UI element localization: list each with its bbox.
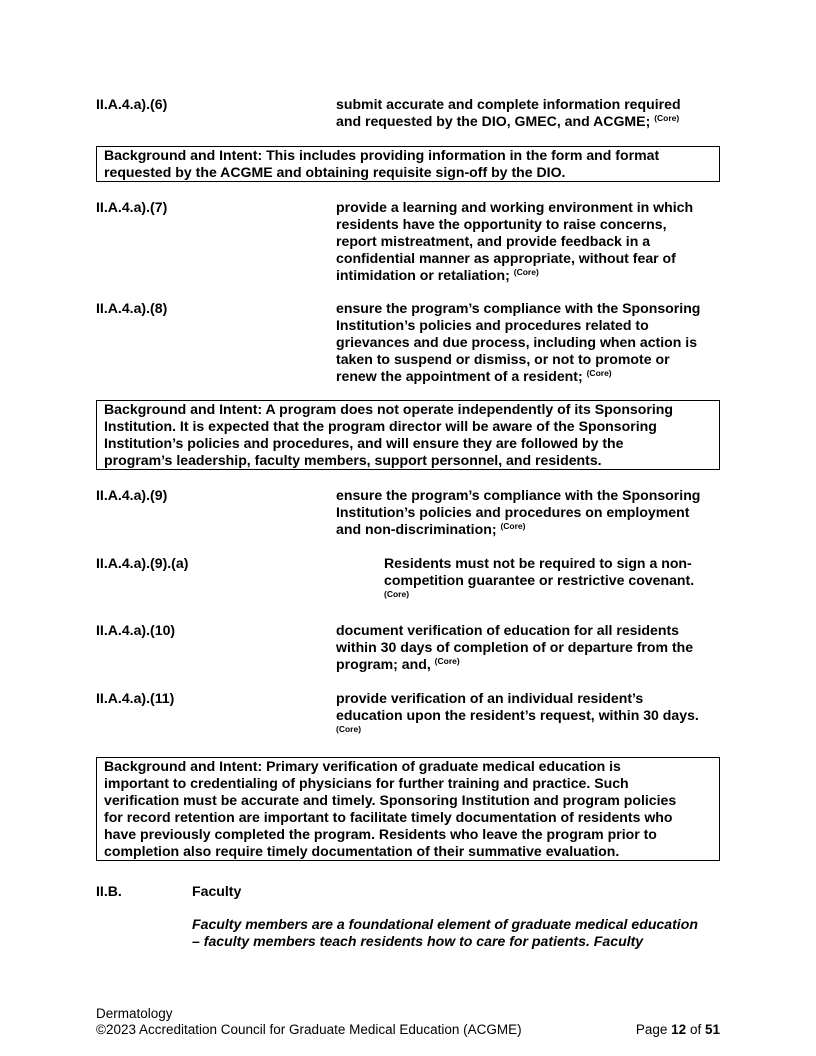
background-intent-box: Background and Intent: This includes providing information in the form and format requested by the ACGME and obtaining requisite sign-off by the DIO. [96,146,720,182]
core-tag: (Core) [500,521,526,531]
core-tag: (Core) [434,656,460,666]
core-tag: (Core) [586,368,612,378]
requirement-text: ensure the program’s compliance with the Sponsoring Institution’s policies and procedures related to grievances and due process, including when action is taken to suspend or dismiss, or not to promote or renew the appointment of a resident; $^{(Core)}$ [336,300,701,384]
core-tag: (Core) [654,113,680,123]
core-tag: (Core) [336,724,362,734]
requirement-number: II.A.4.a).(7) [96,199,168,215]
requirement-text: submit accurate and complete information required and requested by the DIO, GMEC, and ACGME; $^{(Core)}$ [336,96,681,129]
requirement-number: II.A.4.a).(9).(a) [96,555,189,571]
requirement-text: provide a learning and working environment in which residents have the opportunity to raise concerns, report mistreatment, and provide feedback in a confidential manner as appropriate, without fear of intimidation or retaliation; $^{(Core)}$ [336,199,694,283]
section-title: Faculty [192,883,242,899]
footer-specialty: Dermatology [96,1006,173,1021]
requirement-number: II.A.4.a).(11) [96,690,175,706]
requirement-text: Residents must not be required to sign a non- competition guarantee or restrictive covenant. (Core) [384,555,720,599]
requirement-number: II.A.4.a).(9) [96,487,168,503]
requirement-text: provide verification of an individual resident’s education upon the resident’s request, within 30 days. (Core) [336,690,726,734]
background-intent-box: Background and Intent: Primary verification of graduate medical education is important to credentialing of physicians for further training and practice. Such verification must be accurate and timely. Sponsoring Institution and program policies for record retention are important to facilitate timely documentation of residents who have previously completed the program. Residents who leave the program prior to completion also require timely documentation of their summative evaluation. [96,757,720,861]
core-tag: (Core) [384,589,410,599]
footer-copyright: ©2023 Accreditation Council for Graduate Medical Education (ACGME) [96,1022,522,1037]
page-footer [96,1006,720,1038]
requirement-text: ensure the program’s compliance with the Sponsoring Institution’s policies and procedures on employment and non-discrimination; $^{(Core)}$ [336,487,701,537]
requirement-number: II.A.4.a).(8) [96,300,168,316]
requirement-text: document verification of education for all residents within 30 days of completion of or departure from the program; and, $^{(Core)}$ [336,622,694,672]
page-number: Page 12 of 51 [635,1022,720,1037]
core-tag: (Core) [513,267,539,277]
requirement-number: II.A.4.a).(6) [96,96,168,112]
section-number: II.B. [96,883,122,899]
section-intro: Faculty members are a foundational element of graduate medical education – faculty members teach residents how to care for patients. Faculty [192,916,698,949]
requirement-number: II.A.4.a).(10) [96,622,176,638]
background-intent-box: Background and Intent: A program does not operate independently of its Sponsoring Institution. It is expected that the program director will be aware of the Sponsoring Institution’s policies and procedures, and will ensure they are followed by the program’s leadership, faculty members, support personnel, and residents. [96,400,720,470]
